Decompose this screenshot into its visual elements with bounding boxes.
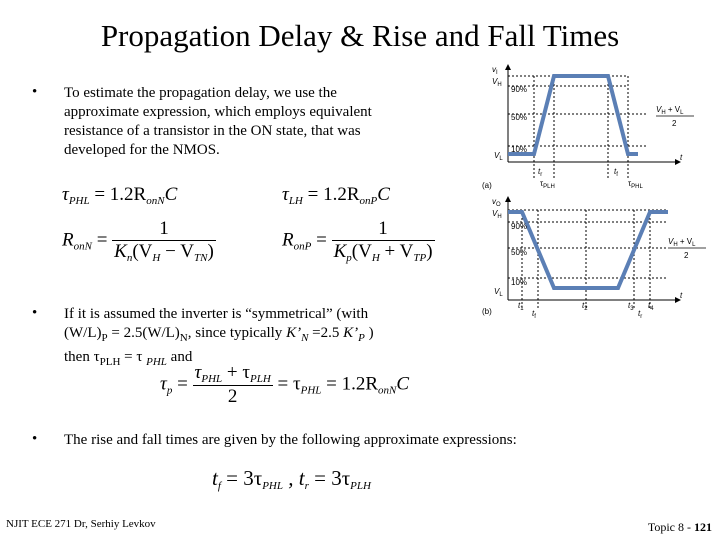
arrow-y-a bbox=[505, 64, 511, 70]
signal-b bbox=[508, 212, 668, 288]
label-vi: $v_I$ bbox=[492, 65, 498, 76]
footer-author: NJIT ECE 271 Dr, Serhiy Levkov bbox=[6, 518, 156, 530]
label-a: (a) bbox=[482, 181, 492, 190]
bullet-1-text bbox=[64, 84, 372, 160]
label-50-a: 50% bbox=[511, 113, 528, 122]
slide-title: Propagation Delay & Rise and Fall Times bbox=[100, 18, 620, 53]
bullet-1-line-2: approximate expression, which employs equivalent bbox=[64, 104, 372, 120]
bullet-1-line-1: To estimate the propagation delay, we use the bbox=[64, 85, 337, 101]
equation-ronp: $R_{onP}$ = $\frac{1}{K_p(V_H + V_{TP})}$ bbox=[282, 218, 433, 264]
label-t4: $t_4$ bbox=[648, 301, 654, 312]
arrow-y-b bbox=[505, 196, 511, 202]
label-tplh: $\tau_{PLH}$ bbox=[540, 179, 555, 190]
label-90-a: 90% bbox=[511, 85, 528, 94]
waveform-diagram bbox=[478, 62, 718, 322]
label-10-b: 10% bbox=[511, 278, 528, 287]
label-tr-b: $t_r$ bbox=[638, 309, 643, 320]
bullet-marker: • bbox=[32, 305, 38, 321]
equation-tp: $\tau_p$ = $\frac{\tau_{PHL} + \tau_{PLH}}{2}$ = $\tau_{PHL} = 1.2R_{onN}C$ bbox=[160, 362, 410, 407]
equation-tf-tr: $t_f = 3\tau_{PHL}$ , $t_r = 3\tau_{PLH}$ bbox=[212, 466, 371, 492]
label-90-b: 90% bbox=[511, 222, 528, 231]
bullet-2-line-2: $(W/L)_P = 2.5(W/L)_N$, since typically $K’_N =2.5$ $K’_P$ ) bbox=[64, 325, 374, 344]
label-t2: $t_2$ bbox=[582, 301, 588, 312]
label-frac-num-a: $V_H + V_L$ bbox=[656, 105, 684, 116]
label-tf-a: $t_f$ bbox=[614, 167, 618, 178]
label-vh-b: $V_H$ bbox=[492, 209, 502, 220]
bullet-3-text: The rise and fall times are given by the following approximate expressions: bbox=[64, 432, 517, 448]
label-t3: $t_3$ bbox=[628, 301, 634, 312]
signal-a bbox=[508, 76, 638, 154]
equation-ronn: $R_{onN}$ = $\frac{1}{K_n(V_H - V_{TN})}$ bbox=[62, 218, 214, 264]
label-vo: $v_O$ bbox=[492, 197, 501, 208]
bullet-2-line-1: If it is assumed the inverter is “symmetrical” (with bbox=[64, 306, 369, 322]
equation-tplh: $\tau_{LH} = 1.2R_{onP}C$ bbox=[282, 184, 390, 207]
label-tphl: $\tau_{PHL}$ bbox=[628, 179, 643, 190]
label-frac-den-a: 2 bbox=[672, 119, 677, 128]
label-vl-a: $V_L$ bbox=[494, 151, 503, 162]
label-t-b: t bbox=[680, 291, 683, 300]
label-t-a: t bbox=[680, 153, 683, 162]
label-tr-a: $t_r$ bbox=[538, 167, 543, 178]
label-vl-b: $V_L$ bbox=[494, 287, 503, 298]
label-10-a: 10% bbox=[511, 145, 528, 154]
label-frac-den-b: 2 bbox=[684, 251, 689, 260]
bullet-marker: • bbox=[32, 84, 38, 100]
bullet-1-line-3: resistance of a transistor in the ON state, that was bbox=[64, 123, 361, 139]
label-50-b: 50% bbox=[511, 248, 528, 257]
label-tf-b: $t_f$ bbox=[532, 309, 536, 320]
bullet-marker: • bbox=[32, 431, 38, 447]
footer-page: Topic 8 - 121 bbox=[647, 520, 712, 534]
bullet-1-line-4: developed for the NMOS. bbox=[64, 142, 220, 158]
label-frac-num-b: $V_H + V_L$ bbox=[668, 237, 696, 248]
label-b: (b) bbox=[482, 307, 492, 316]
equation-tphl: $\tau_{PHL} = 1.2R_{onN}C$ bbox=[62, 184, 178, 207]
label-t1: $t_1$ bbox=[518, 301, 524, 312]
label-vh-a: $V_H$ bbox=[492, 77, 502, 88]
bullet-2-line-3: then $\tau_{PLH} = \tau$ $_{PHL}$ and bbox=[64, 349, 193, 368]
